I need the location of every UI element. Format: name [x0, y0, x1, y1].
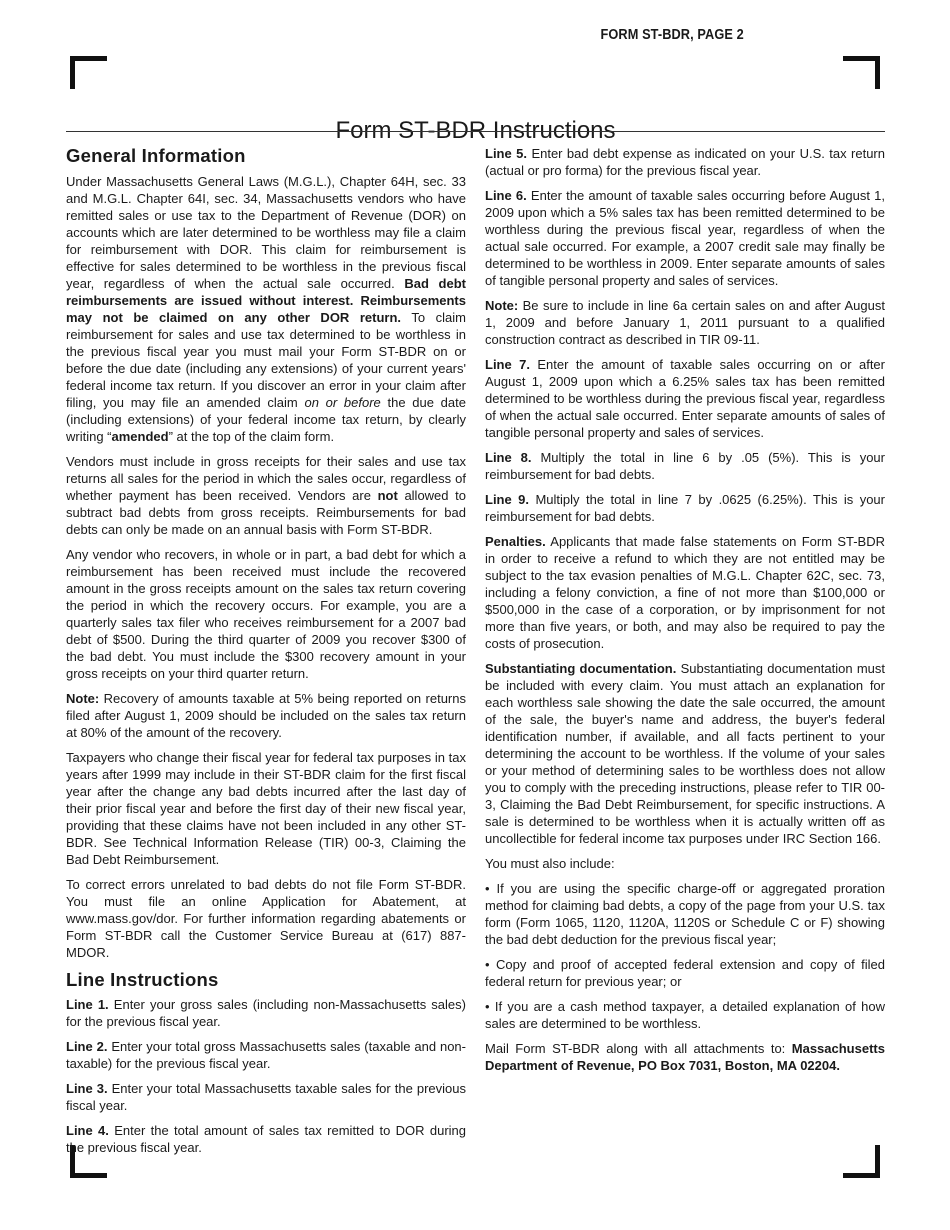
crop-mark-top-left	[70, 56, 107, 89]
line-8: Line 8. Multiply the total in line 6 by .05 (5%). This is your reimbursement for bad debts.	[485, 450, 885, 482]
crop-mark-bottom-right	[843, 1145, 880, 1178]
general-paragraph-6: To correct errors unrelated to bad debts do not file Form ST-BDR. You must file an online Application for Abatement, at www.mass.gov/dor. For further information regarding abatements or Form ST-BDR call the Customer Service Bureau at (617) 887-MDOR.	[66, 877, 466, 960]
general-paragraph-2: Vendors must include in gross receipts for their sales and use tax returns all sales for the period in which the sales occur, regardless of whether payment has been received. Vendors are not allowed to subtract bad debts from gross receipts. Reimbursements for bad debts can only be made on an annual basis with Form ST-BDR.	[66, 454, 466, 537]
also-include-intro: You must also include:	[485, 856, 615, 871]
general-note: Note: Recovery of amounts taxable at 5% being reported on returns filed after August 1, 2009 should be included on the sales tax return at 80% of the amount of the recovery.	[66, 691, 466, 740]
left-column	[66, 145, 466, 1164]
line-6: Line 6. Enter the amount of taxable sales occurring before August 1, 2009 upon which a 5% sales tax has been remitted determined to be worthless during the previous fiscal year, regardless of when the actual sale occurred. For example, a 2007 credit sale may finally be determined to be worthless in 2009. Enter separate amounts of sales of tangible personal property and sales of services.	[485, 188, 885, 288]
general-paragraph-3: Any vendor who recovers, in whole or in part, a bad debt for which a reimbursement has been received must include the recovered amount in the gross receipts amount on the sales tax return covering the period in which the recovery occurs. For example, you are a quarterly sales tax filer who receives reimbursement for a 2007 bad debt of $500. During the third quarter of 2009 you recover $300 of the bad debt. You must include the $300 recovery amount in your gross receipts on your third quarter return.	[66, 547, 466, 681]
line-1: Line 1. Enter your gross sales (including non-Massachusetts sales) for the previous fiscal year.	[66, 997, 466, 1029]
general-paragraph-1: Under Massachusetts General Laws (M.G.L.), Chapter 64H, sec. 33 and M.G.L. Chapter 64I, sec. 34, Massachusetts vendors who have remitted sales or use tax to the Department of Revenue (DOR) on accounts which are later determined to be worthless may file a claim for reimbursement with DOR. This claim for reimbursement is effective for sales determined to be worthless in the previous fiscal year, regardless of when the actual sale occurred. Bad debt reimbursements are issued without interest. Reimbursements may not be claimed on any other DOR return. To claim reimbursement for sales and use tax determined to be worthless in the previous fiscal year you must mail your Form ST-BDR on or before the due date (including any extensions) of your current years' federal income tax return. If you discover an error in your claim after filing, you may file an amended claim on or before the due date (including extensions) of your federal income tax return, by clearly writing “amended” at the top of the claim form.	[66, 174, 466, 444]
line-4: Line 4. Enter the total amount of sales tax remitted to DOR during the previous fiscal year.	[66, 1123, 466, 1155]
line-3: Line 3. Enter your total Massachusetts taxable sales for the previous fiscal year.	[66, 1081, 466, 1113]
line-5: Line 5. Enter bad debt expense as indicated on your U.S. tax return (actual or pro forma) for the previous fiscal year.	[485, 146, 885, 178]
page-label: FORM ST-BDR, PAGE 2	[600, 27, 744, 43]
line-6-note: Note: Be sure to include in line 6a certain sales on and after August 1, 2009 and before January 1, 2011 pursuant to a qualified construction contract as described in TIR 09-11.	[485, 298, 885, 347]
line-instructions-heading: Line Instructions	[66, 969, 219, 990]
title-rule	[66, 131, 885, 132]
substantiating-paragraph: Substantiating documentation. Substantiating documentation must be included with every claim. You must attach an explanation for each worthless sale showing the date the sale occurred, the amount of the sale, the buyer's name and address, the buyer's federal identification number, if available, and all facts pertinent to your determining the account to be worthless. If the volume of your sales or your method of determining sales to be worthless does not allow you to comply with the preceding instructions, please refer to TIR 00-3, Claiming the Bad Debt Reimbursement, for specific instructions. A sale is determined to be worthless when it is actually written off as uncollectible for federal income tax purposes under IRC Section 166.	[485, 661, 885, 846]
also-include-bullet-1: • If you are using the specific charge-off or aggregated proration method for claiming bad debts, a copy of the page from your U.S. tax form (Form 1065, 1120, 1120A, 1120S or Schedule C or F) showing the bad debt deduction for the previous fiscal year;	[485, 881, 885, 947]
line-2: Line 2. Enter your total gross Massachusetts sales (taxable and non-taxable) for the previous fiscal year.	[66, 1039, 466, 1071]
line-7: Line 7. Enter the amount of taxable sales occurring on or after August 1, 2009 upon which a 6.25% sales tax has been remitted determined to be worthless during the previous fiscal year, regardless of when the actual sale occurred. Enter separate amounts of sales of tangible personal property and sales of services.	[485, 357, 885, 440]
mailing-address-paragraph: Mail Form ST-BDR along with all attachments to: Massachusetts Department of Revenue, PO Box 7031, Boston, MA 02204.	[485, 1041, 885, 1073]
also-include-bullet-3: • If you are a cash method taxpayer, a detailed explanation of how sales are determined to be worthless.	[485, 999, 885, 1031]
line-9: Line 9. Multiply the total in line 7 by .0625 (6.25%). This is your reimbursement for bad debts.	[485, 492, 885, 524]
penalties-paragraph: Penalties. Applicants that made false statements on Form ST-BDR in order to receive a refund to which they are not entitled may be subject to the tax evasion penalties of M.G.L. Chapter 62C, sec. 73, including a felony conviction, a fine of not more than $100,000 or $500,000 in the case of a corporation, or by imprisonment for not more than five years, or both, and may also be required to pay the costs of prosecution.	[485, 534, 885, 651]
general-information-heading: General Information	[66, 145, 246, 166]
page-title: Form ST-BDR Instructions	[335, 117, 616, 145]
right-column	[485, 145, 885, 1082]
crop-mark-top-right	[843, 56, 880, 89]
also-include-bullet-2: • Copy and proof of accepted federal extension and copy of filed federal return for previous year; or	[485, 957, 885, 989]
general-paragraph-5: Taxpayers who change their fiscal year for federal tax purposes in tax years after 1999 may include in their ST-BDR claim for the first fiscal year after the change any bad debts incurred after the last day of their prior fiscal year and before the first day of their new fiscal year, providing that these claims have not been included in any other ST-BDR. See Technical Information Release (TIR) 00-3, Claiming the Bad Debt Reimbursement.	[66, 750, 466, 867]
